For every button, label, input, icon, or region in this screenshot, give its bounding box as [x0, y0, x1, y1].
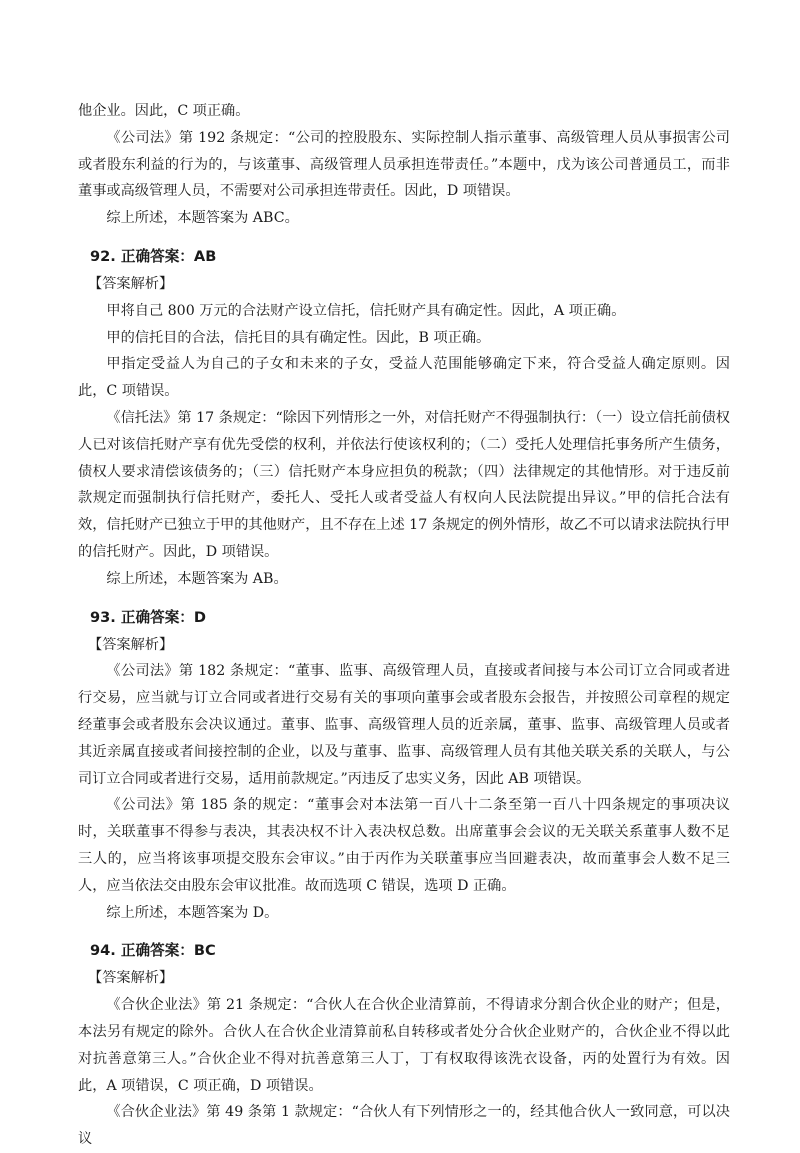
paragraph: 甲将自己 800 万元的合法财产设立信托，信托财产具有确定性。因此，A 项正确。	[106, 302, 626, 319]
paragraph: 甲的信托目的合法，信托目的具有确定性。因此，B 项正确。	[106, 329, 491, 346]
paragraph: 综上所述，本题答案为 ABC。	[106, 210, 299, 227]
analysis-label: 【答案解析】	[88, 636, 174, 653]
paragraph: 《合伙企业法》第 49 条第 1 款规定：“合伙人有下列情形之一的，经其他合伙人一致同意，可以决议	[78, 1104, 730, 1148]
paragraph: 他企业。因此，C 项正确。	[78, 103, 250, 119]
answer-heading: 94. 正确答案：BC	[90, 942, 216, 960]
paragraph: 《公司法》第 182 条规定：“董事、监事、高级管理人员，直接或者间接与本公司订立合同或者进行交易，应当就与订立合同或者进行交易有关的事项向董事会或者股东会报告，并按照公司章程的规定经董事会或者股东会决议通过。董事、监事、高级管理人员的近亲属，董事、监事、高级管理人员或者其近亲属直接或者间接控制的企业，以及与董事、监事、高级管理人员有其他关联关系的关联人，与公司订立合同或者进行交易，适用前款规定。”丙违反了忠实义务，因此 AB 项错误。	[78, 663, 730, 787]
answer-heading: 92. 正确答案：AB	[90, 247, 217, 265]
answer-explanation-content	[78, 98, 730, 1153]
paragraph: 《公司法》第 185 条的规定：“董事会对本法第一百八十二条至第一百八十四条规定的事项决议时，关联董事不得参与表决，其表决权不计入表决权总数。出席董事会会议的无关联关系董事人数不足三人的，应当将该事项提交股东会审议。”由于丙作为关联董事应当回避表决，故而董事会人数不足三人，应当依法交由股东会审议批准。故而选项 C 错误，选项 D 正确。	[78, 797, 730, 894]
paragraph: 综上所述，本题答案为 D。	[106, 904, 279, 921]
analysis-label: 【答案解析】	[88, 970, 174, 987]
analysis-label: 【答案解析】	[88, 275, 174, 292]
paragraph: 综上所述，本题答案为 AB。	[106, 570, 288, 587]
paragraph: 《信托法》第 17 条规定：“除因下列情形之一外，对信托财产不得强制执行：（一）设立信托前债权人已对该信托财产享有优先受偿的权利，并依法行使该权利的；（二）受托人处理信托事务所产生债务，债权人要求清偿该债务的；（三）信托财产本身应担负的税款；（四）法律规定的其他情形。对于违反前款规定而强制执行信托财产，委托人、受托人或者受益人有权向人民法院提出异议。”甲的信托合法有效，信托财产已独立于甲的其他财产，且不存在上述 17 条规定的例外情形，故乙不可以请求法院执行甲的信托财产。因此，D 项错误。	[78, 409, 730, 560]
paragraph: 《公司法》第 192 条规定：“公司的控股股东、实际控制人指示董事、高级管理人员从事损害公司或者股东利益的行为的，与该董事、高级管理人员承担连带责任。”本题中，戊为该公司普通员工，而非董事或高级管理人员，不需要对公司承担连带责任。因此，D 项错误。	[78, 129, 730, 200]
paragraph: 《合伙企业法》第 21 条规定：“合伙人在合伙企业清算前，不得请求分割合伙企业的财产；但是，本法另有规定的除外。合伙人在合伙企业清算前私自转移或者处分合伙企业财产的，合伙企业不得以此对抗善意第三人。”合伙企业不得对抗善意第三人丁，丁有权取得该洗衣设备，丙的处置行为有效。因此，A 项错误，C 项正确，D 项错误。	[78, 997, 730, 1094]
answer-heading: 93. 正确答案：D	[90, 608, 207, 626]
paragraph: 甲指定受益人为自己的子女和未来的子女，受益人范围能够确定下来，符合受益人确定原则。因此，C 项错误。	[78, 356, 730, 400]
